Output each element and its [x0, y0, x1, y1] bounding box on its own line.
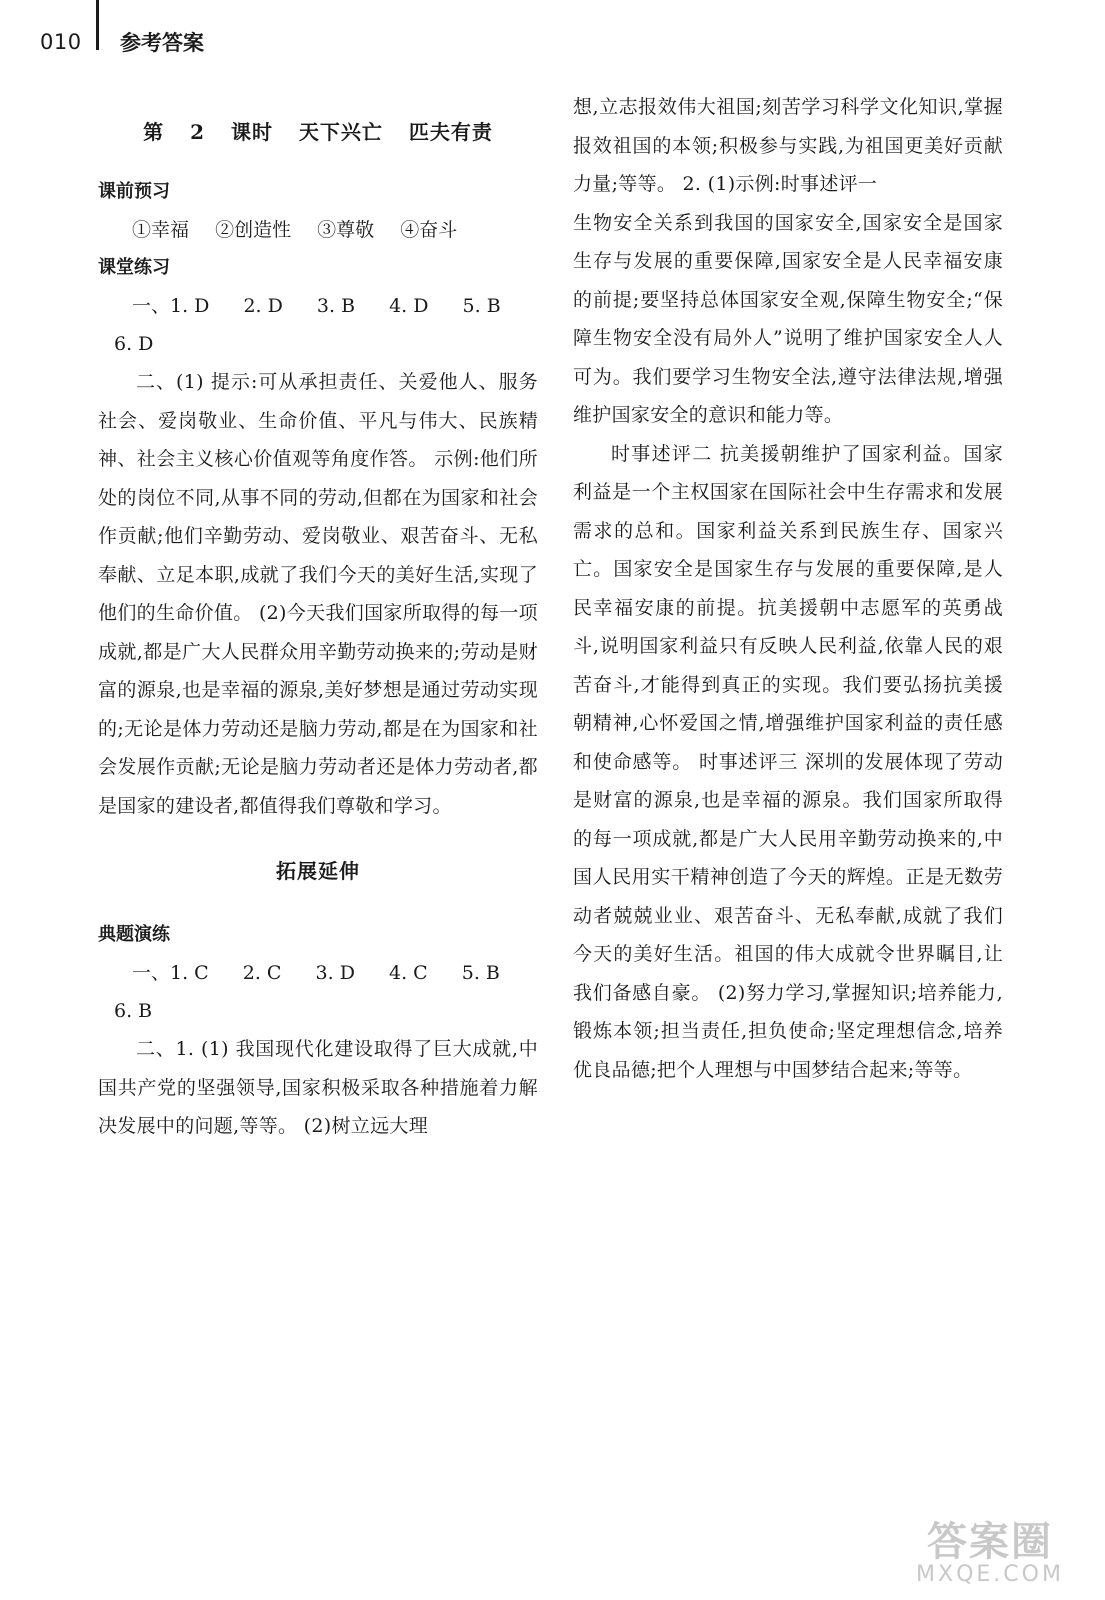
preview-answer: ④奋斗: [400, 219, 458, 241]
practice-answer: 2. D: [243, 295, 283, 317]
practice-answer: 一、1. D: [132, 295, 210, 317]
preview-answer: ①幸福: [132, 219, 190, 241]
preview-answer: ③尊敬: [317, 219, 375, 241]
exercise-answer: 5. B: [461, 962, 500, 984]
practice-answer-6: 6. D: [114, 333, 154, 355]
header-divider: [96, 0, 99, 50]
exercise-essay-answer: 二、1. (1) 我国现代化建设取得了巨大成就,中国共产党的坚强领导,国家积极采取各种措施着力解决发展中的问题,等等。 (2)树立远大理: [98, 1038, 538, 1137]
exercise-answer: 2. C: [242, 962, 282, 984]
right-column: [573, 88, 1003, 1089]
commentary-two-three: 时事述评二 抗美援朝维护了国家利益。国家利益是一个主权国家在国际社会中生存需求和发展需求的总和。国家利益关系到民族生存、国家兴亡。国家安全是国家生存与发展的重要保障,是人民幸福安康的前提。抗美援朝中志愿军的英勇战斗,说明国家利益只有反映人民利益,依靠人民的艰苦奋斗,才能得到真正的实现。我们要弘扬抗美援朝精神,心怀爱国之情,增强维护国家利益的责任感和使命感等。 时事述评三 深圳的发展体现了劳动是财富的源泉,也是幸福的源泉。我们国家所取得的每一项成就,都是广大人民用辛勤劳动换来的,中国人民用实干精神创造了今天的辉煌。正是无数劳动者兢兢业业、艰苦奋斗、无私奉献,成就了我们今天的美好生活。祖国的伟大成就令世界瞩目,让我们备感自豪。 (2)努力学习,掌握知识;培养能力,锻炼本领;担当责任,担负使命;坚定理想信念,培养优良品德;把个人理想与中国梦结合起来;等等。: [573, 442, 1003, 1081]
continued-answer: 想,立志报效伟大祖国;刻苦学习科学文化知识,掌握报效祖国的本领;积极参与实践,为祖国更美好贡献力量;等等。 2. (1)示例:时事述评一: [573, 96, 1003, 195]
exercise-answer: 3. D: [315, 962, 355, 984]
practice-answer: 4. D: [389, 295, 429, 317]
practice-answer: 3. B: [316, 295, 356, 317]
commentary-one: 生物安全关系到我国的国家安全,国家安全是国家生存与发展的重要保障,国家安全是人民幸福安康的前提;要坚持总体国家安全观,保障生物安全;“保障生物安全没有局外人”说明了维护国家安全人人可为。我们要学习生物安全法,遵守法律法规,增强维护国家安全的意识和能力等。: [573, 211, 1003, 426]
page-header: [0, 0, 1105, 80]
preview-answer: ②创造性: [215, 219, 292, 241]
header-title: 参考答案: [120, 31, 204, 55]
preview-answers: [98, 211, 538, 249]
practice-label: 课堂练习: [98, 257, 170, 278]
practice-essay-answer: 二、(1) 提示:可从承担责任、关爱他人、服务社会、爱岗敬业、生命价值、平凡与伟大、民族精神、社会主义核心价值观等角度作答。 示例:他们所处的岗位不同,从事不同的劳动,但都在为国家和社会作贡献;他们辛勤劳动、爱岗敬业、艰苦奋斗、无私奉献、立足本职,成就了我们今天的美好生活,实现了他们的生命价值。 (2)今天我们国家所取得的每一项成就,都是广大人民群众用辛勤劳动换来的;劳动是财富的源泉,也是幸福的源泉,美好梦想是通过劳动实现的;无论是体力劳动还是脑力劳动,都是在为国家和社会发展作贡献;无论是脑力劳动者还是体力劳动者,都是国家的建设者,都值得我们尊敬和学习。: [98, 371, 538, 817]
lesson-title: 第 2 课时 天下兴亡 匹夫有责: [143, 120, 493, 144]
page-number: 010: [40, 30, 82, 54]
extension-title: 拓展延伸: [276, 859, 360, 883]
exercise-answer-6: 6. B: [114, 1000, 153, 1022]
exercise-answers: [98, 954, 538, 992]
preview-label: 课前预习: [98, 181, 170, 202]
exercise-answer: 一、1. C: [132, 962, 209, 984]
left-column: [98, 88, 538, 1146]
practice-answers: [98, 287, 538, 325]
exercise-answer: 4. C: [388, 962, 428, 984]
exercise-label: 典题演练: [98, 924, 170, 945]
practice-answer: 5. B: [462, 295, 501, 317]
watermark-logo: 答案圈 MXQE.COM: [916, 1519, 1064, 1587]
